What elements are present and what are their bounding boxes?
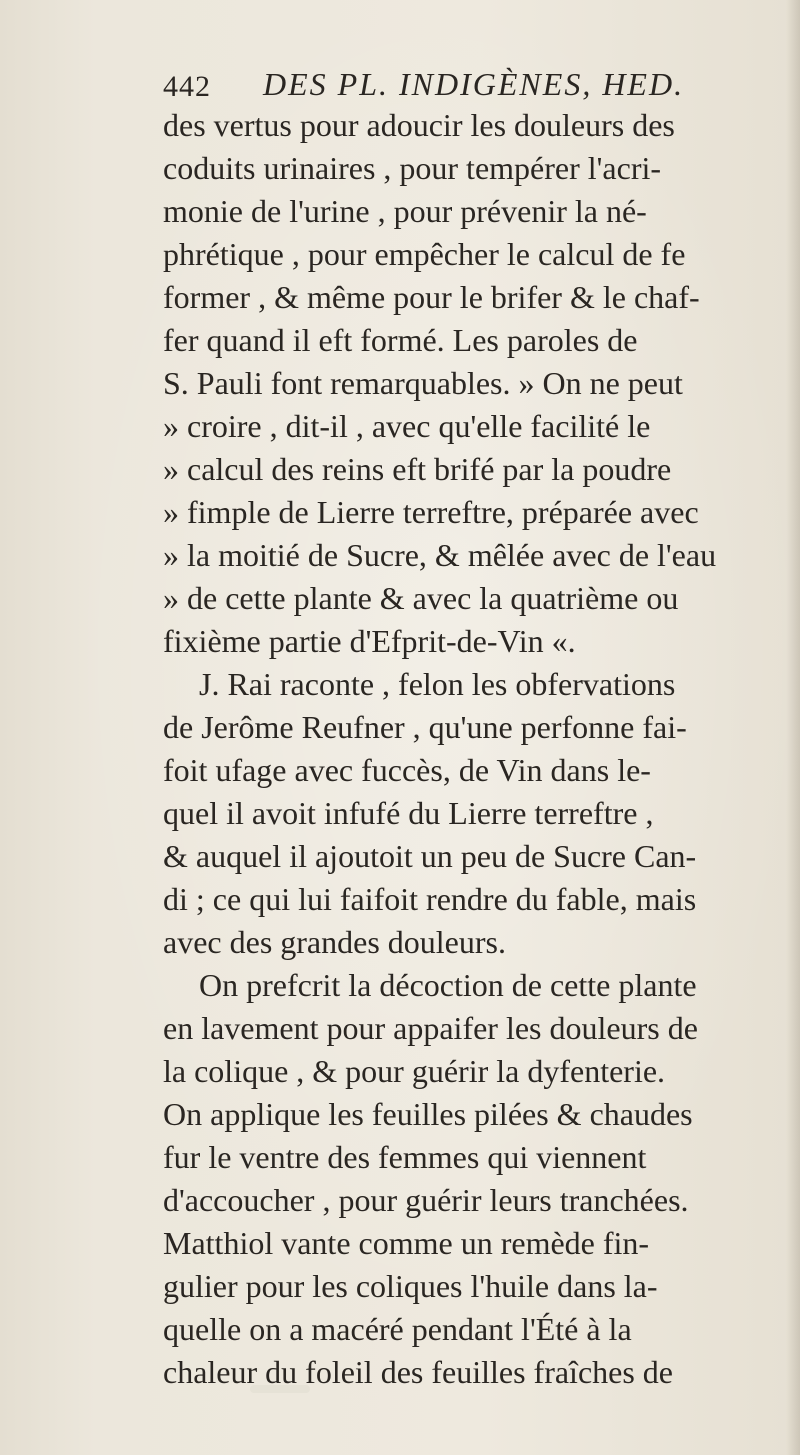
text-line: coduits urinaires , pour tempérer l'acri- [163, 150, 662, 186]
page-edge-shadow [786, 0, 800, 1455]
text-line: » calcul des reins eft brifé par la poudre [163, 451, 672, 487]
text-line: monie de l'urine , pour prévenir la né- [163, 193, 647, 229]
text-line: de Jerôme Reufner , qu'une perfonne fai- [163, 709, 687, 745]
text-line: S. Pauli font remarquables. » On ne peut [163, 365, 683, 401]
text-line: en lavement pour appaifer les douleurs de [163, 1010, 698, 1046]
text-line: quel il avoit infufé du Lierre terreftre , [163, 795, 654, 831]
text-line: On applique les feuilles pilées & chaudes [163, 1096, 693, 1132]
page-number: 442 [163, 70, 211, 103]
text-line: » fimple de Lierre terreftre, préparée avec [163, 494, 699, 530]
text-line: fur le ventre des femmes qui viennent [163, 1139, 647, 1175]
text-line: Matthiol vante comme un remède fin- [163, 1225, 650, 1261]
text-line: phrétique , pour empêcher le calcul de fe [163, 236, 686, 272]
text-line: On prefcrit la décoction de cette plante [199, 967, 697, 1003]
text-line: former , & même pour le brifer & le chaf- [163, 279, 700, 315]
text-line: J. Rai raconte , felon les obfervations [199, 666, 676, 702]
text-line: quelle on a macéré pendant l'Été à la [163, 1311, 632, 1347]
text-line: » croire , dit-il , avec qu'elle facilité le [163, 408, 651, 444]
text-line: » la moitié de Sucre, & mêlée avec de l'eau [163, 537, 717, 573]
body-text [163, 104, 783, 1394]
text-line: la colique , & pour guérir la dyfenterie. [163, 1053, 666, 1089]
paper-blemish [250, 1385, 310, 1393]
text-line: des vertus pour adoucir les douleurs des [163, 107, 675, 143]
text-line: d'accoucher , pour guérir leurs tranchées. [163, 1182, 689, 1218]
text-line: » de cette plante & avec la quatrième ou [163, 580, 679, 616]
text-line: avec des grandes douleurs. [163, 924, 506, 960]
text-line: chaleur du foleil des feuilles fraîches de [163, 1354, 673, 1390]
text-line: gulier pour les coliques l'huile dans la- [163, 1268, 658, 1304]
text-line: foit ufage avec fuccès, de Vin dans le- [163, 752, 651, 788]
text-line: fixième partie d'Efprit-de-Vin «. [163, 623, 576, 659]
running-head: DES PL. INDIGÈNES, HED. [263, 66, 685, 102]
text-line: & auquel il ajoutoit un peu de Sucre Can- [163, 838, 697, 874]
text-line: di ; ce qui lui faifoit rendre du fable, mais [163, 881, 697, 917]
text-line: fer quand il eft formé. Les paroles de [163, 322, 638, 358]
